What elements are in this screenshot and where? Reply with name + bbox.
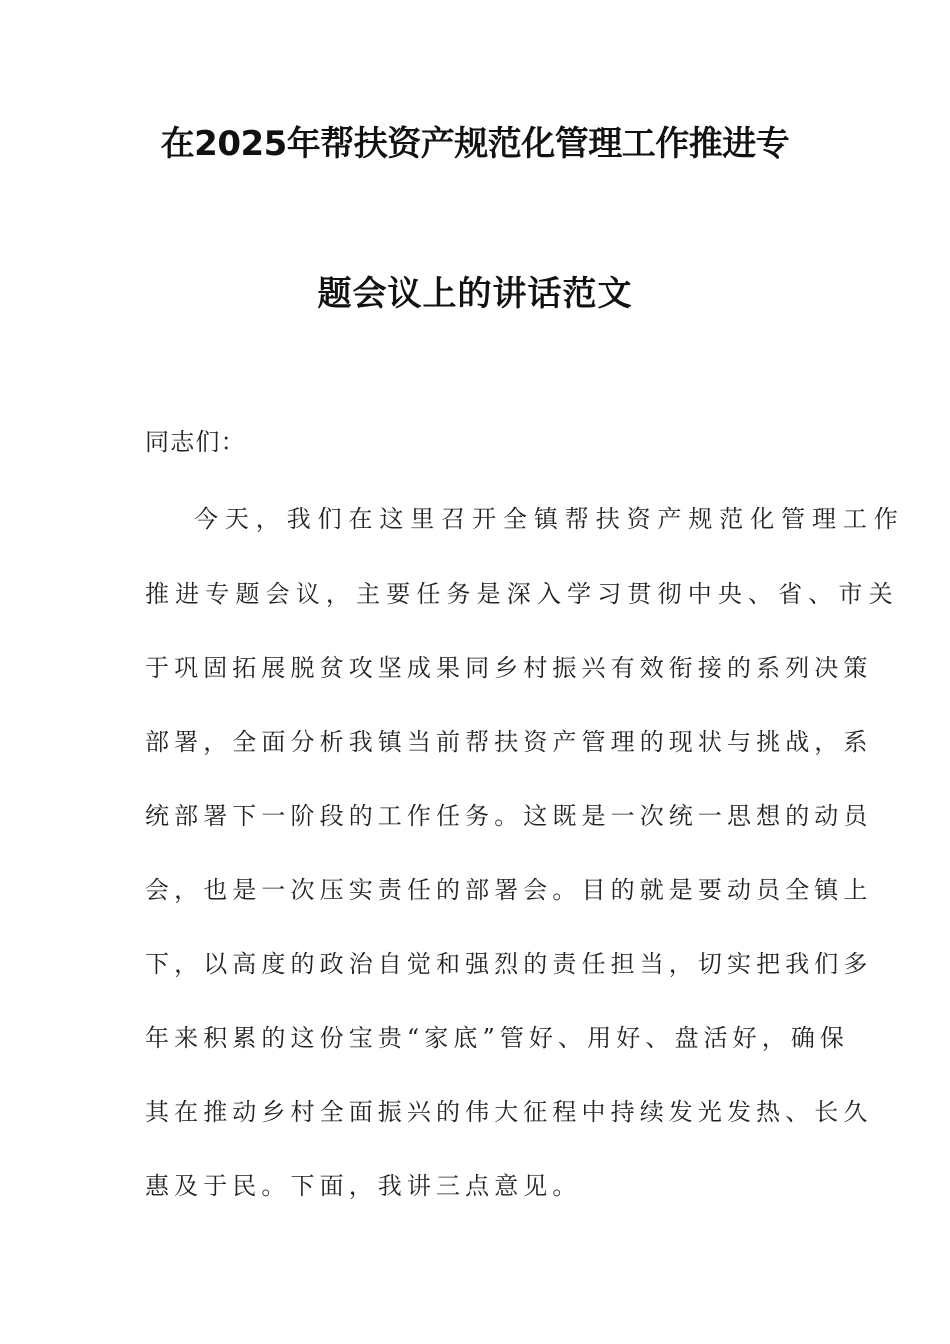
title-line-2: 题会议上的讲话范文 (317, 274, 633, 314)
paragraph-line: 部署，全面分析我镇当前帮扶资产管理的现状与挑战，系 (145, 728, 873, 756)
paragraph-line: 推进专题会议，主要任务是深入学习贯彻中央、省、市关 (145, 580, 899, 608)
paragraph-line: 下，以高度的政治自觉和强烈的责任担当，切实把我们多 (145, 950, 873, 978)
salutation: 同志们： (145, 428, 246, 456)
paragraph-line: 惠及于民。下面，我讲三点意见。 (145, 1172, 582, 1200)
paragraph-line: 于巩固拓展脱贫攻坚成果同乡村振兴有效衔接的系列决策 (145, 654, 873, 682)
title-line-1: 在2025年帮扶资产规范化管理工作推进专 (160, 124, 790, 164)
paragraph-line: 其在推动乡村全面振兴的伟大征程中持续发光发热、长久 (145, 1098, 873, 1126)
paragraph-line: 今天，我们在这里召开全镇帮扶资产规范化管理工作 (194, 505, 905, 533)
paragraph-line: 统部署下一阶段的工作任务。这既是一次统一思想的动员 (145, 802, 873, 830)
paragraph-line: 年来积累的这份宝贵“家底”管好、用好、盘活好，确保 (145, 1024, 850, 1052)
paragraph-line: 会，也是一次压实责任的部署会。目的就是要动员全镇上 (145, 876, 873, 904)
